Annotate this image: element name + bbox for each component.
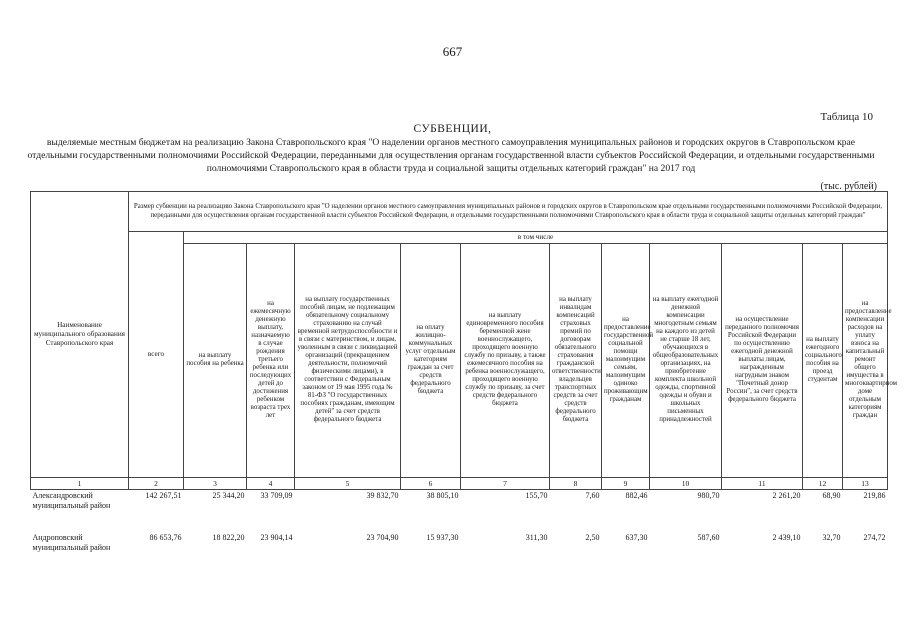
table-cell: 32,70	[822, 532, 841, 542]
column-number: 9	[602, 477, 650, 489]
units-label: (тыс. рублей)	[820, 181, 877, 192]
table-cell: 2 439,10	[772, 532, 801, 542]
table-cell: 7,60	[550, 489, 602, 511]
table-cell: 2 261,20	[722, 489, 803, 511]
table-cell: 23 704,90	[366, 532, 399, 542]
column-number: 5	[295, 477, 401, 489]
table-cell: 637,30	[625, 532, 648, 542]
table-cell: 587,60	[697, 532, 720, 542]
table-cell: 38 805,10	[401, 489, 461, 511]
header-including: в том числе	[184, 232, 888, 244]
document-subtitle: выделяемые местным бюджетам на реализацию Закона Ставропольского края "О наделении органов местного самоуправления муниципальных районов и городских округов в Ставропольском крае отдельными государственными полномочиями Российской Федерации, переданными для осуществления органам государственной власти субъектов Российской Федерации, и отдельными государственными полномочиями Ставропольского края в области труда и социальной защиты отдельных категорий граждан" на 2017 год	[27, 137, 875, 174]
column-number: 11	[722, 477, 803, 489]
table-label: Таблица 10	[820, 111, 873, 123]
header-col-10: на выплату ежегодной денежной компенсации многодетным семьям на каждого из детей не старше 18 лет, обучающихся в общеобразовательных организациях, на приобретение комплекта школьной одежды, спортивной одежды и обуви и школьных письменных принадлежностей	[650, 243, 722, 477]
header-col-13: на предоставление компенсации расходов на уплату взноса на капитальный ремонт общего имущества в многоквартирном доме отдельным категориям граждан	[843, 243, 888, 477]
table-cell: 219,86	[843, 489, 888, 511]
table-cell: 25 344,20	[184, 489, 247, 511]
table-cell: 882,46	[602, 489, 650, 511]
document-title: СУБВЕНЦИИ,	[413, 123, 492, 135]
table-cell: 33 709,09	[247, 489, 295, 511]
header-col-3: на выплату пособия на ребенка	[184, 243, 247, 477]
column-number: 6	[401, 477, 461, 489]
table-cell: 142 267,51	[129, 489, 184, 511]
column-number: 4	[247, 477, 295, 489]
header-col-8: на выплату инвалидам компенсаций страховых премий по договорам обязательного страхования гражданской ответственности владельцев транспортных средств за счет средств федерального бюджета	[550, 243, 602, 477]
municipality-name: Андроповский муниципальный район	[32, 532, 111, 552]
table-cell: 274,72	[863, 532, 886, 542]
column-number: 2	[129, 477, 184, 489]
table-cell: 155,70	[461, 489, 550, 511]
header-col-9: на предоставление государственной социальной помощи малоимущим семьям, малоимущим одиноко проживающим гражданам	[602, 243, 650, 477]
column-number: 13	[843, 477, 888, 489]
column-number: 8	[550, 477, 602, 489]
header-col-7: на выплату единовременного пособия беременной жене военнослужащего, проходящего военную службу по призыву, а также ежемесячного пособия на ребенка военнослужащего, проходящего военную службу по призыву, за счет средств федерального бюджета	[461, 243, 550, 477]
header-col-6: на оплату жилищно-коммунальных услуг отдельным категориям граждан за счет средств федерального бюджета	[401, 243, 461, 477]
table-cell: 980,70	[650, 489, 722, 511]
header-subvention-size: Размер субвенции на реализацию Закона Ставропольского края "О наделении органов местного самоуправления муниципальных районов и городских округов в Ставропольском крае отдельными государственными полномочиями Российской Федерации, переданными для осуществления органам государственной власти субъектов Российской Федерации, и отдельными государственными полномочиями Ставропольского края в области труда и социальной защиты отдельных категорий граждан"	[129, 192, 888, 232]
table-cell: 23 904,14	[260, 532, 293, 542]
column-number: 1	[31, 477, 129, 489]
column-number: 7	[461, 477, 550, 489]
table-cell: 39 832,70	[295, 489, 401, 511]
table-row	[31, 489, 888, 511]
subsidies-table	[30, 191, 898, 553]
column-number: 12	[803, 477, 843, 489]
column-number: 10	[650, 477, 722, 489]
header-col-12: на выплату ежегодного социального пособия на проезд студентам	[803, 243, 843, 477]
header-col-5: на выплату государственных пособий лицам, не подлежащим обязательному социальному страхованию на случай временной нетрудоспособности и в связи с материнством, и лицам, уволенным в связи с ликвидацией организаций (прекращением деятельности, полномочий физическими лицами), в соответствии с Федеральным законом от 19 мая 1995 года № 81-ФЗ "О государственных пособиях гражданам, имеющим детей" за счет средств федерального бюджета	[295, 243, 401, 477]
header-municipality: Наименование муниципального образования Ставропольского края	[31, 192, 129, 478]
table-cell: 311,30	[525, 532, 548, 542]
table-cell: 68,90	[803, 489, 843, 511]
page-number: 667	[442, 44, 463, 59]
table-cell: 2,50	[585, 532, 600, 542]
table-cell: 15 937,30	[426, 532, 459, 542]
header-col-4: на ежемесячную денежную выплату, назначаемую в случае рождения третьего ребенка или последующих детей до достижения ребенком возраста трех лет	[247, 243, 295, 477]
table-cell: 18 822,20	[212, 532, 245, 542]
table-row	[31, 533, 888, 553]
column-number: 3	[184, 477, 247, 489]
header-col-11: на осуществление переданного полномочия Российской Федерации по осуществлению ежегодной денежной выплаты лицам, награжденным нагрудным знаком "Почетный донор России", за счет средств федерального бюджета	[722, 243, 803, 477]
header-total: всего	[129, 232, 184, 478]
table-cell: 86 653,76	[149, 532, 182, 542]
municipality-name: Александровский муниципальный район	[31, 489, 129, 511]
